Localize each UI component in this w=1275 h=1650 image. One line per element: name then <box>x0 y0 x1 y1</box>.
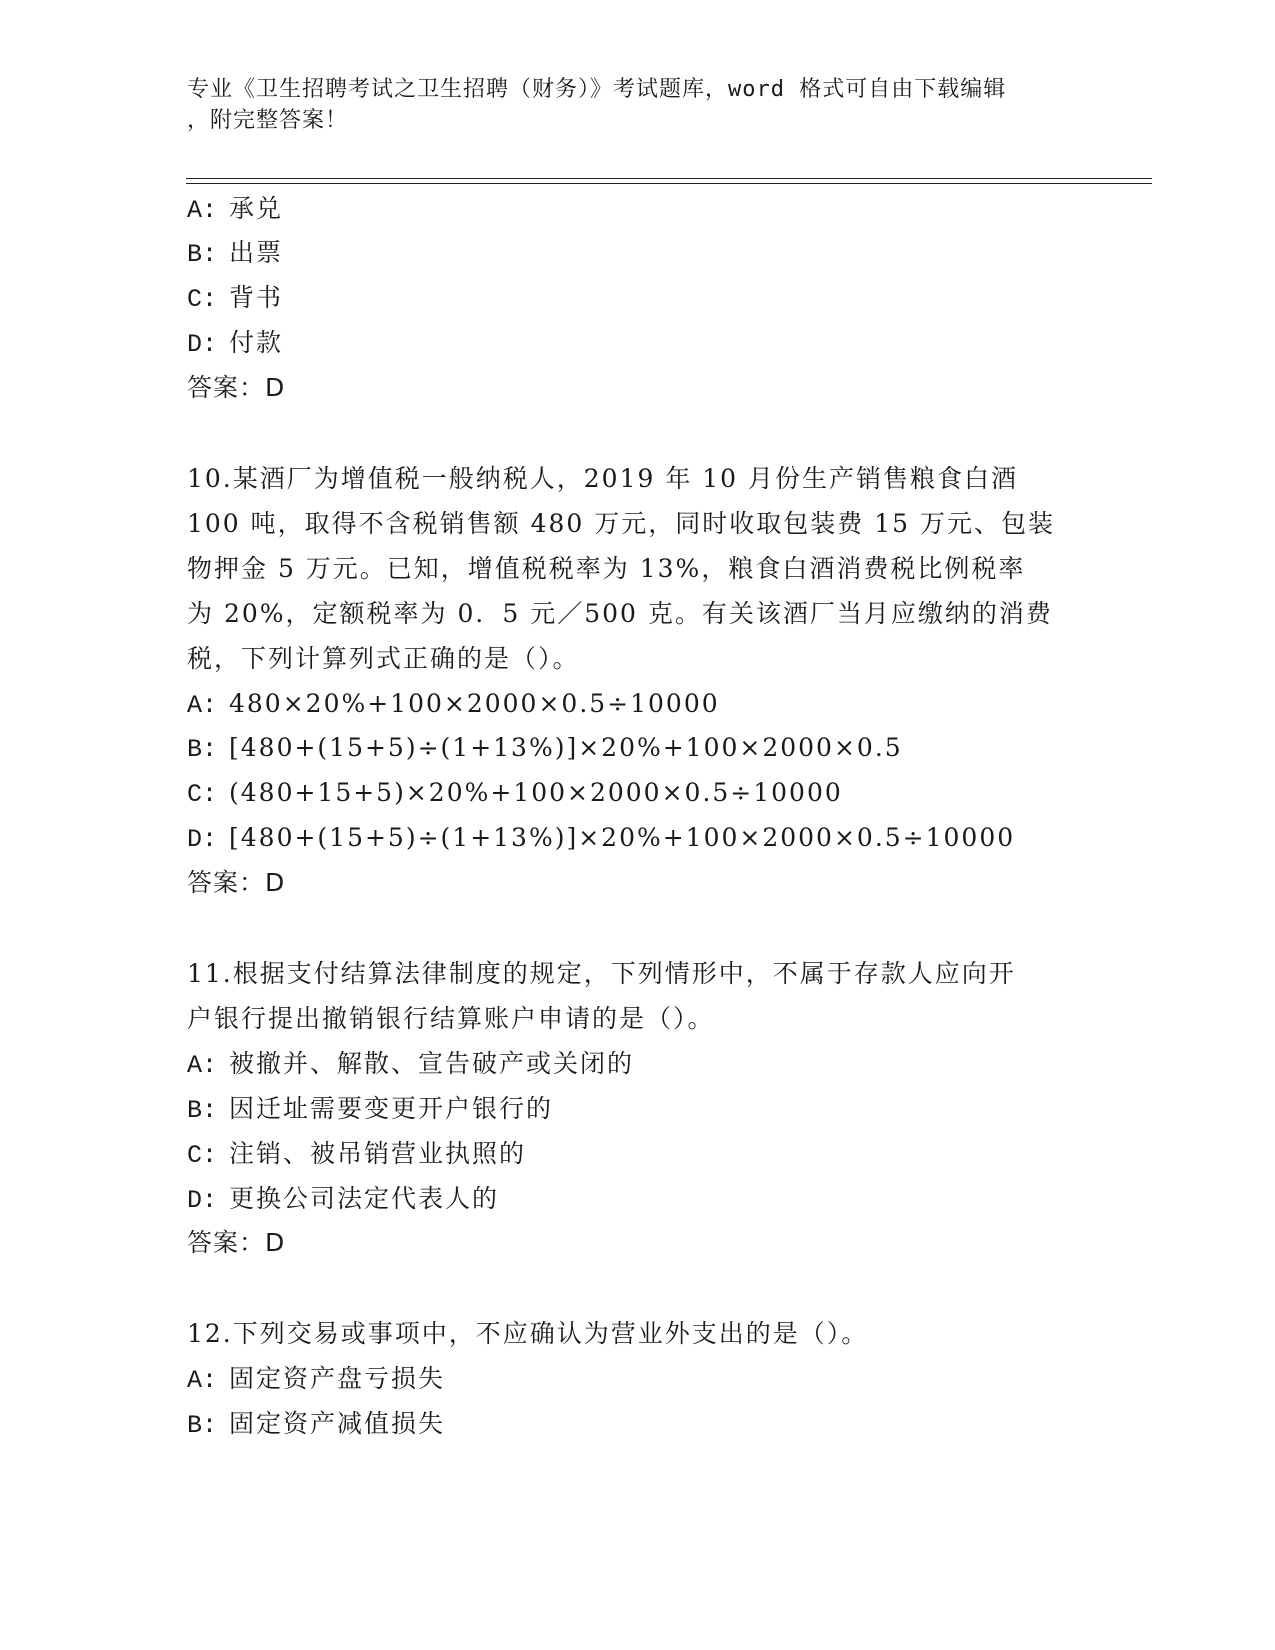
q11-answer: 答案：D <box>187 1228 286 1257</box>
option-text: 因迁址需要变更开户银行的 <box>229 1094 554 1123</box>
option-letter: D: <box>187 1186 218 1215</box>
q10-option-d <box>187 821 1015 857</box>
header-divider-bottom <box>186 183 1152 184</box>
option-text: 固定资产盘亏损失 <box>229 1364 446 1393</box>
option-text: 更换公司法定代表人的 <box>229 1184 500 1213</box>
q11-stem-line: 户银行提出撤销银行结算账户申请的是（）。 <box>187 1004 715 1033</box>
q10-stem-line: 物押金 5 万元。已知，增值税税率为 13%，粮食白酒消费税比例税率 <box>187 554 1026 583</box>
q10-answer: 答案：D <box>187 868 286 897</box>
option-text: 480×20%+100×2000×0.5÷10000 <box>229 689 720 718</box>
q11-option-c <box>187 1137 526 1173</box>
option-letter: D: <box>187 825 218 854</box>
q10-option-a <box>187 687 720 723</box>
option-text: 背书 <box>229 283 284 312</box>
q10-stem-line: 税，下列计算列式正确的是（）。 <box>187 644 580 673</box>
option-text: [480+(15+5)÷(1+13%)]×20%+100×2000×0.5÷10000 <box>229 823 1016 852</box>
q10-option-b <box>187 731 903 767</box>
option-letter: C: <box>187 780 218 809</box>
option-letter: A: <box>187 1051 218 1080</box>
option-letter: B: <box>187 1096 218 1125</box>
q11-option-b <box>187 1092 553 1128</box>
option-letter: A: <box>187 691 218 720</box>
header-divider-top <box>186 178 1152 179</box>
q12-option-a <box>187 1362 445 1398</box>
q9-answer: 答案：D <box>187 373 286 402</box>
option-letter: B: <box>187 240 218 269</box>
option-text: 付款 <box>229 328 284 357</box>
option-text: 被撤并、解散、宣告破产或关闭的 <box>229 1049 635 1078</box>
q10-stem-line: 100 吨，取得不含税销售额 480 万元，同时收取包装费 15 万元、包装 <box>187 509 1055 538</box>
header-line-1: 专业《卫生招聘考试之卫生招聘（财务）》考试题库，word 格式可自由下载编辑 <box>187 77 1007 102</box>
option-text: 注销、被吊销营业执照的 <box>229 1139 527 1168</box>
option-letter: C: <box>187 1141 218 1170</box>
q10-stem-line: 10.某酒厂为增值税一般纳税人，2019 年 10 月份生产销售粮食白酒 <box>187 464 1019 493</box>
option-letter: A: <box>187 196 218 225</box>
option-letter: A: <box>187 1366 218 1395</box>
option-text: 固定资产减值损失 <box>229 1409 446 1438</box>
option-text: 承兑 <box>229 194 284 223</box>
option-text: (480+15+5)×20%+100×2000×0.5÷10000 <box>229 778 843 807</box>
q12-stem-line: 12.下列交易或事项中，不应确认为营业外支出的是（）。 <box>187 1319 869 1348</box>
q9-option-d <box>187 326 283 362</box>
q11-option-a <box>187 1047 634 1083</box>
q9-option-c <box>187 281 283 317</box>
q9-option-a <box>187 192 283 228</box>
option-letter: B: <box>187 1411 218 1440</box>
q12-option-b <box>187 1407 445 1443</box>
q10-option-c <box>187 776 843 812</box>
option-text: 出票 <box>229 238 284 267</box>
q9-option-b <box>187 236 283 272</box>
q11-option-d <box>187 1182 499 1218</box>
q10-stem-line: 为 20%，定额税率为 0．5 元／500 克。有关该酒厂当月应缴纳的消费 <box>187 599 1053 628</box>
header-line-2: ，附完整答案！ <box>187 108 349 133</box>
option-letter: D: <box>187 330 218 359</box>
document-header <box>187 74 1067 136</box>
option-text: [480+(15+5)÷(1+13%)]×20%+100×2000×0.5 <box>229 733 903 762</box>
q11-stem-line: 11.根据支付结算法律制度的规定，下列情形中，不属于存款人应向开 <box>187 959 1016 988</box>
option-letter: B: <box>187 735 218 764</box>
option-letter: C: <box>187 285 218 314</box>
